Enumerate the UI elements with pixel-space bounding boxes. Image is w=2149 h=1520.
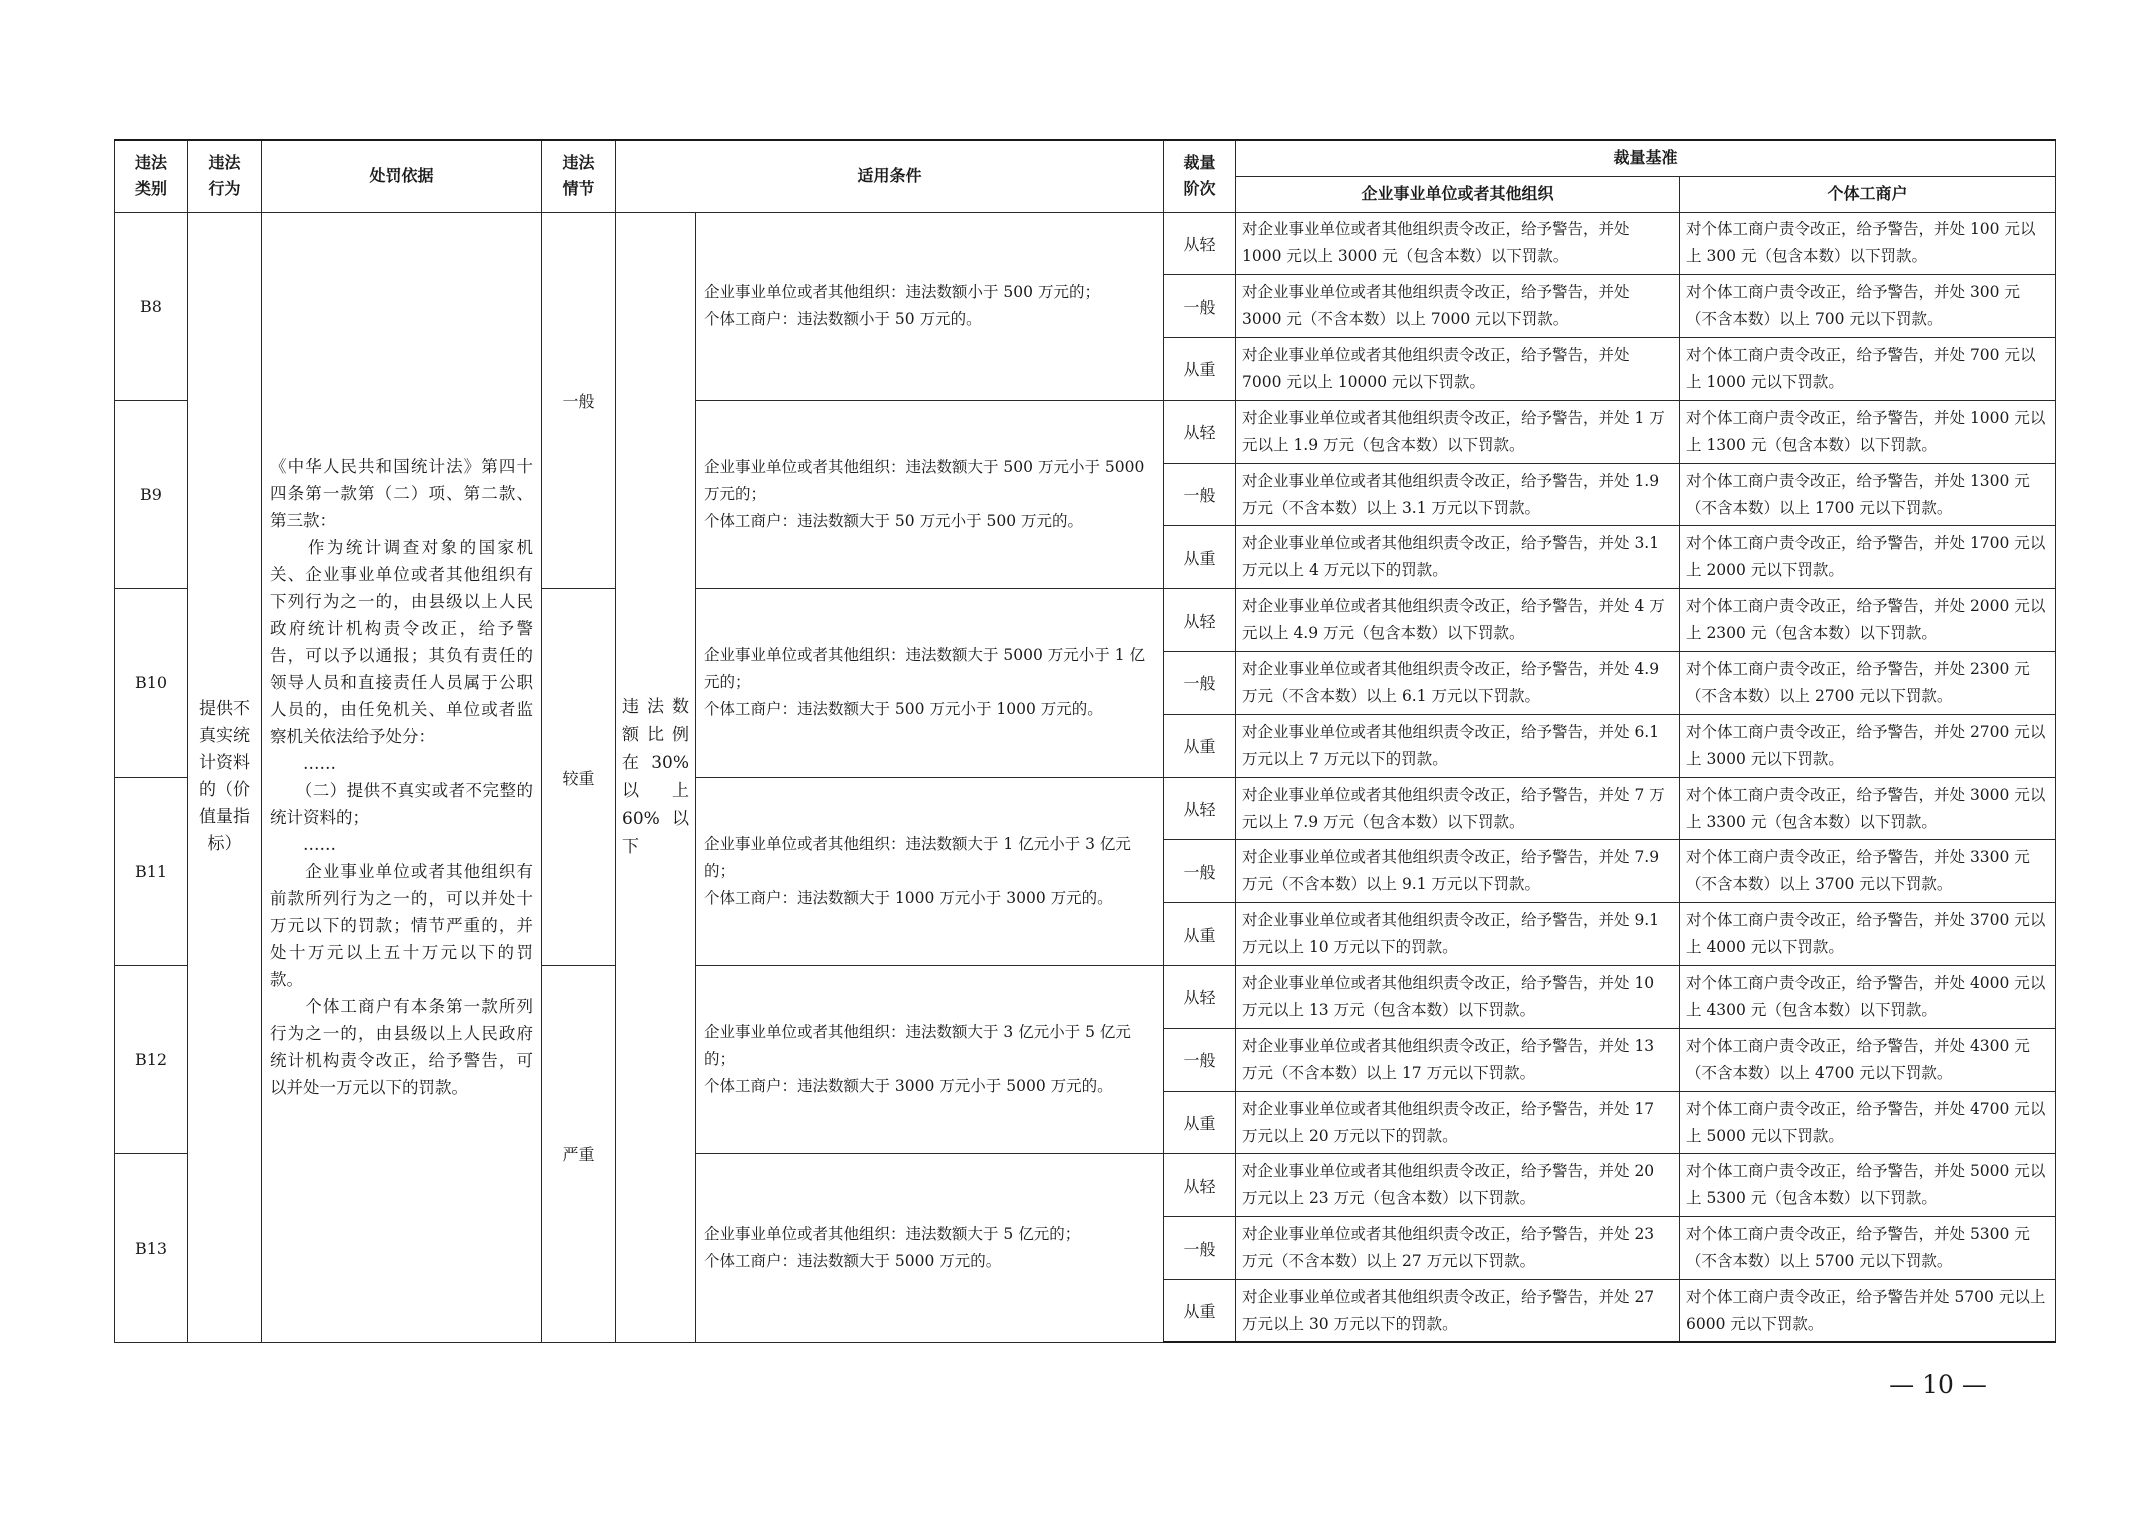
table-body — [115, 212, 2056, 1342]
discretion-level: 从轻 — [1164, 777, 1236, 840]
standard-org: 对企业事业单位或者其他组织责令改正，给予警告，并处 23 万元（不含本数）以上 27 万元以下罚款。 — [1236, 1217, 1680, 1280]
standard-individual: 对个体工商户责令改正，给予警告，并处 300 元（不含本数）以上 700 元以下罚款。 — [1680, 275, 2056, 338]
discretion-level: 一般 — [1164, 1028, 1236, 1091]
standard-individual: 对个体工商户责令改正，给予警告，并处 2000 元以上 2300 元（包含本数）以下罚款。 — [1680, 589, 2056, 652]
discretion-level: 从重 — [1164, 1091, 1236, 1154]
category-code: B12 — [115, 966, 188, 1154]
standard-org: 对企业事业单位或者其他组织责令改正，给予警告，并处 9.1 万元以上 10 万元以下的罚款。 — [1236, 903, 1680, 966]
header-behavior: 违法 行为 — [188, 140, 262, 212]
category-code: B9 — [115, 400, 188, 588]
standard-individual: 对个体工商户责令改正，给予警告，并处 4000 元以上 4300 元（包含本数）以下罚款。 — [1680, 966, 2056, 1029]
discretion-level: 从轻 — [1164, 400, 1236, 463]
violation-ratio: 违法数额比例在 30%以上 60%以下 — [616, 212, 696, 1342]
discretion-level: 从重 — [1164, 526, 1236, 589]
standard-org: 对企业事业单位或者其他组织责令改正，给予警告，并处 20 万元以上 23 万元（包含本数）以下罚款。 — [1236, 1154, 1680, 1217]
standard-individual: 对个体工商户责令改正，给予警告，并处 700 元以上 1000 元以下罚款。 — [1680, 338, 2056, 401]
standard-org: 对企业事业单位或者其他组织责令改正，给予警告，并处 10 万元以上 13 万元（包含本数）以下罚款。 — [1236, 966, 1680, 1029]
circumstance-2: 严重 — [542, 966, 616, 1343]
penalty-discretion-table — [114, 139, 2056, 1343]
discretion-level: 从轻 — [1164, 966, 1236, 1029]
standard-individual: 对个体工商户责令改正，给予警告并处 5700 元以上 6000 元以下罚款。 — [1680, 1280, 2056, 1343]
standard-org: 对企业事业单位或者其他组织责令改正，给予警告，并处 3000 元（不含本数）以上 7000 元以下罚款。 — [1236, 275, 1680, 338]
violation-behavior: 提供不真实统计资料的（价值量指标） — [188, 212, 262, 1342]
standard-individual: 对个体工商户责令改正，给予警告，并处 3000 元以上 3300 元（包含本数）以下罚款。 — [1680, 777, 2056, 840]
standard-individual: 对个体工商户责令改正，给予警告，并处 5300 元（不含本数）以上 5700 元以下罚款。 — [1680, 1217, 2056, 1280]
header-category: 违法 类别 — [115, 140, 188, 212]
standard-org: 对企业事业单位或者其他组织责令改正，给予警告，并处 27 万元以上 30 万元以下的罚款。 — [1236, 1280, 1680, 1343]
standard-individual: 对个体工商户责令改正，给予警告，并处 4700 元以上 5000 元以下罚款。 — [1680, 1091, 2056, 1154]
discretion-level: 从重 — [1164, 338, 1236, 401]
standard-org: 对企业事业单位或者其他组织责令改正，给予警告，并处 13 万元（不含本数）以上 17 万元以下罚款。 — [1236, 1028, 1680, 1091]
standard-individual: 对个体工商户责令改正，给予警告，并处 2700 元以上 3000 元以下罚款。 — [1680, 714, 2056, 777]
applicable-condition: 企业事业单位或者其他组织：违法数额大于 5000 万元小于 1 亿元的； 个体工商户：违法数额大于 500 万元小于 1000 万元的。 — [696, 589, 1164, 777]
standard-org: 对企业事业单位或者其他组织责令改正，给予警告，并处 17 万元以上 20 万元以下的罚款。 — [1236, 1091, 1680, 1154]
discretion-level: 一般 — [1164, 840, 1236, 903]
header-standard-individual: 个体工商户 — [1680, 176, 2056, 212]
discretion-level: 一般 — [1164, 1217, 1236, 1280]
discretion-level: 从轻 — [1164, 212, 1236, 275]
header-standard: 裁量基准 — [1236, 140, 2056, 176]
applicable-condition: 企业事业单位或者其他组织：违法数额大于 1 亿元小于 3 亿元的； 个体工商户：违法数额大于 1000 万元小于 3000 万元的。 — [696, 777, 1164, 965]
table-row — [115, 212, 2056, 275]
standard-org: 对企业事业单位或者其他组织责令改正，给予警告，并处 1 万元以上 1.9 万元（包含本数）以下罚款。 — [1236, 400, 1680, 463]
circumstance-1: 较重 — [542, 589, 616, 966]
page-number: — 10 — — [1889, 1370, 1987, 1399]
applicable-condition: 企业事业单位或者其他组织：违法数额大于 5 亿元的； 个体工商户：违法数额大于 5000 万元的。 — [696, 1154, 1164, 1342]
applicable-condition: 企业事业单位或者其他组织：违法数额小于 500 万元的； 个体工商户：违法数额小于 50 万元的。 — [696, 212, 1164, 400]
discretion-level: 从重 — [1164, 714, 1236, 777]
circumstance-0: 一般 — [542, 212, 616, 589]
standard-org: 对企业事业单位或者其他组织责令改正，给予警告，并处 4 万元以上 4.9 万元（包含本数）以下罚款。 — [1236, 589, 1680, 652]
discretion-level: 从重 — [1164, 903, 1236, 966]
applicable-condition: 企业事业单位或者其他组织：违法数额大于 3 亿元小于 5 亿元的； 个体工商户：违法数额大于 3000 万元小于 5000 万元的。 — [696, 966, 1164, 1154]
standard-individual: 对个体工商户责令改正，给予警告，并处 1000 元以上 1300 元（包含本数）以下罚款。 — [1680, 400, 2056, 463]
standard-individual: 对个体工商户责令改正，给予警告，并处 4300 元（不含本数）以上 4700 元以下罚款。 — [1680, 1028, 2056, 1091]
standard-org: 对企业事业单位或者其他组织责令改正，给予警告，并处 1000 元以上 3000 元（包含本数）以下罚款。 — [1236, 212, 1680, 275]
standard-org: 对企业事业单位或者其他组织责令改正，给予警告，并处 4.9 万元（不含本数）以上 6.1 万元以下罚款。 — [1236, 652, 1680, 715]
penalty-basis: 《中华人民共和国统计法》第四十四条第一款第（二）项、第二款、第三款： 作为统计调查对象的国家机关、企业事业单位或者其他组织有下列行为之一的，由县级以上人民政府统计机构责令改正，给予警告，可以予以通报；其负有责任的领导人员和直接责任人员属于公职人员的，由任免机关、单位或者监察机关依法给予处分： …… （二）提供不真实或者不完整的统计资料的； …… 企业事业单位或者其他组织有前款所列行为之一的，可以并处十万元以下的罚款；情节严重的，并处十万元以上五十万元以下的罚款。 个体工商户有本条第一款所列行为之一的，由县级以上人民政府统计机构责令改正，给予警告，可以并处一万元以下的罚款。 — [262, 212, 542, 1342]
standard-org: 对企业事业单位或者其他组织责令改正，给予警告，并处 7000 元以上 10000 元以下罚款。 — [1236, 338, 1680, 401]
standard-org: 对企业事业单位或者其他组织责令改正，给予警告，并处 1.9 万元（不含本数）以上 3.1 万元以下罚款。 — [1236, 463, 1680, 526]
category-code: B13 — [115, 1154, 188, 1342]
standard-individual: 对个体工商户责令改正，给予警告，并处 1300 元（不含本数）以上 1700 元以下罚款。 — [1680, 463, 2056, 526]
header-conditions: 适用条件 — [616, 140, 1164, 212]
standard-org: 对企业事业单位或者其他组织责令改正，给予警告，并处 6.1 万元以上 7 万元以下的罚款。 — [1236, 714, 1680, 777]
header-standard-org: 企业事业单位或者其他组织 — [1236, 176, 1680, 212]
header-level: 裁量 阶次 — [1164, 140, 1236, 212]
discretion-level: 从轻 — [1164, 1154, 1236, 1217]
discretion-level: 从重 — [1164, 1280, 1236, 1343]
discretion-level: 一般 — [1164, 275, 1236, 338]
standard-individual: 对个体工商户责令改正，给予警告，并处 1700 元以上 2000 元以下罚款。 — [1680, 526, 2056, 589]
category-code: B11 — [115, 777, 188, 965]
standard-individual: 对个体工商户责令改正，给予警告，并处 2300 元（不含本数）以上 2700 元以下罚款。 — [1680, 652, 2056, 715]
header-basis: 处罚依据 — [262, 140, 542, 212]
applicable-condition: 企业事业单位或者其他组织：违法数额大于 500 万元小于 5000 万元的； 个体工商户：违法数额大于 50 万元小于 500 万元的。 — [696, 400, 1164, 588]
standard-org: 对企业事业单位或者其他组织责令改正，给予警告，并处 3.1 万元以上 4 万元以下的罚款。 — [1236, 526, 1680, 589]
discretion-level: 一般 — [1164, 652, 1236, 715]
category-code: B10 — [115, 589, 188, 777]
table-header — [115, 140, 2056, 212]
standard-individual: 对个体工商户责令改正，给予警告，并处 3700 元以上 4000 元以下罚款。 — [1680, 903, 2056, 966]
discretion-level: 从轻 — [1164, 589, 1236, 652]
header-circumstance: 违法 情节 — [542, 140, 616, 212]
standard-org: 对企业事业单位或者其他组织责令改正，给予警告，并处 7.9 万元（不含本数）以上 9.1 万元以下罚款。 — [1236, 840, 1680, 903]
standard-individual: 对个体工商户责令改正，给予警告，并处 3300 元（不含本数）以上 3700 元以下罚款。 — [1680, 840, 2056, 903]
standard-org: 对企业事业单位或者其他组织责令改正，给予警告，并处 7 万元以上 7.9 万元（包含本数）以下罚款。 — [1236, 777, 1680, 840]
standard-individual: 对个体工商户责令改正，给予警告，并处 100 元以上 300 元（包含本数）以下罚款。 — [1680, 212, 2056, 275]
discretion-level: 一般 — [1164, 463, 1236, 526]
category-code: B8 — [115, 212, 188, 400]
standard-individual: 对个体工商户责令改正，给予警告，并处 5000 元以上 5300 元（包含本数）以下罚款。 — [1680, 1154, 2056, 1217]
